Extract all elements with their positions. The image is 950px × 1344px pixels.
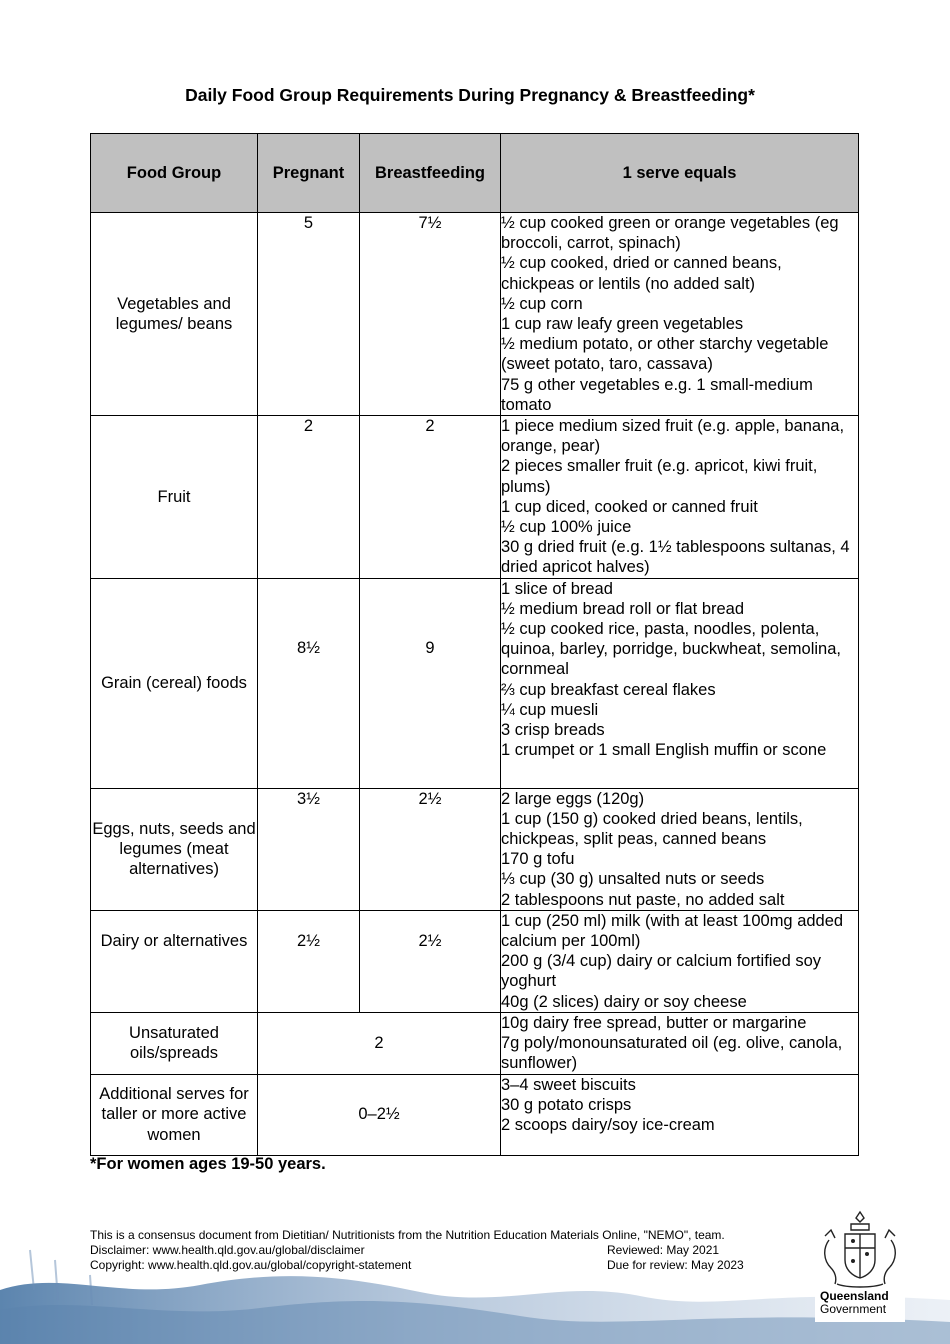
serve-item: 30 g potato crisps: [501, 1095, 632, 1114]
serve-item: 1 slice of bread: [501, 579, 613, 598]
row-pregnant: 8½: [258, 578, 360, 788]
serve-item: 1 piece medium sized fruit (e.g. apple, banana, orange, pear): [501, 417, 845, 456]
row-serve: [501, 578, 859, 788]
row-pregnant: 2½: [258, 910, 360, 1012]
footer-due: Due for review: May 2023: [607, 1258, 744, 1272]
serve-item: 10g dairy free spread, butter or margarine: [501, 1013, 807, 1032]
row-pregnant: 3½: [258, 788, 360, 910]
table-row: [91, 910, 859, 1012]
table-header-row: [91, 134, 859, 213]
table-row: [91, 1012, 859, 1074]
serve-item: 1 cup raw leafy green vegetables: [501, 315, 744, 334]
serve-item: 3–4 sweet biscuits: [501, 1075, 636, 1094]
row-pregnant: 5: [258, 213, 360, 416]
footer-reviewed: Reviewed: May 2021: [607, 1243, 720, 1257]
header-breastfeeding: Breastfeeding: [360, 134, 501, 213]
row-breastfeeding: 7½: [360, 213, 501, 416]
row-serve: [501, 213, 859, 416]
serve-item: 1 crumpet or 1 small English muffin or scone: [501, 741, 827, 760]
serve-item: ½ medium bread roll or flat bread: [501, 599, 745, 618]
serve-item: 1 cup (250 ml) milk (with at least 100mg added calcium per 100ml): [501, 911, 844, 951]
row-breastfeeding: 2: [360, 416, 501, 579]
header-serve: 1 serve equals: [501, 134, 859, 213]
age-footnote: *For women ages 19-50 years.: [90, 1155, 326, 1173]
table-row: [91, 416, 859, 579]
row-combined-serves: 2: [258, 1012, 501, 1074]
queensland-government-logo: [820, 1290, 905, 1316]
row-food-group: Vegetables and legumes/ beans: [91, 213, 258, 416]
serve-item: 30 g dried fruit (e.g. 1½ tablespoons sultanas, 4 dried apricot halves): [501, 538, 850, 577]
serve-item: 75 g other vegetables e.g. 1 small-medium tomato: [501, 375, 813, 414]
serve-item: ½ cup cooked, dried or canned beans, chickpeas or lentils (no added salt): [501, 254, 782, 293]
table-row: [91, 788, 859, 910]
row-serve: [501, 788, 859, 910]
footer-copyright: Copyright: www.health.qld.gov.au/global/copyright-statement: [90, 1258, 412, 1272]
row-breastfeeding: 2½: [360, 910, 501, 1012]
header-food-group: Food Group: [91, 134, 258, 213]
row-serve: [501, 1074, 859, 1155]
row-food-group: Eggs, nuts, seeds and legumes (meat alternatives): [91, 788, 258, 910]
serve-item: ½ medium potato, or other starchy vegetable (sweet potato, taro, cassava): [501, 335, 829, 374]
serve-item: 170 g tofu: [501, 850, 575, 869]
food-group-table: [90, 133, 859, 1156]
serve-item: ½ cup corn: [501, 294, 583, 313]
footer-consensus: This is a consensus document from Dietitian/ Nutritionists from the Nutrition Education Materials Online, "NEMO", team.: [90, 1228, 725, 1242]
row-serve: [501, 910, 859, 1012]
row-food-group: Fruit: [91, 416, 258, 579]
row-food-group: Dairy or alternatives: [91, 910, 258, 1012]
serve-item: 7g poly/monounsaturated oil (eg. olive, canola, sunflower): [501, 1034, 843, 1073]
row-food-group: Unsaturated oils/spreads: [91, 1012, 258, 1074]
row-breastfeeding: 2½: [360, 788, 501, 910]
row-food-group: Grain (cereal) foods: [91, 578, 258, 788]
table-row: [91, 1074, 859, 1155]
serve-item: ⅔ cup breakfast cereal flakes: [501, 680, 716, 699]
footer-disclaimer: Disclaimer: www.health.qld.gov.au/global/disclaimer: [90, 1243, 365, 1257]
serve-item: ¼ cup muesli: [501, 700, 599, 719]
footer-review-dates: [607, 1243, 744, 1273]
serve-item: 200 g (3/4 cup) dairy or calcium fortified soy yoghurt: [501, 952, 822, 991]
row-combined-serves: 0–2½: [258, 1074, 501, 1155]
serve-item: 40g (2 slices) dairy or soy cheese: [501, 992, 747, 1011]
serve-item: ½ cup cooked green or orange vegetables (eg broccoli, carrot, spinach): [501, 214, 839, 253]
serve-item: 2 tablespoons nut paste, no added salt: [501, 890, 785, 909]
page-title: Daily Food Group Requirements During Pregnancy & Breastfeeding*: [185, 85, 755, 105]
serve-item: 1 cup (150 g) cooked dried beans, lentils, chickpeas, split peas, canned beans: [501, 809, 803, 849]
row-serve: [501, 1012, 859, 1074]
serve-item: 1 cup diced, cooked or canned fruit: [501, 497, 758, 516]
serve-item: 2 pieces smaller fruit (e.g. apricot, kiwi fruit, plums): [501, 457, 818, 496]
table-row: [91, 578, 859, 788]
row-pregnant: 2: [258, 416, 360, 579]
row-serve: [501, 416, 859, 579]
serve-item: 3 crisp breads: [501, 721, 605, 740]
serve-item: ½ cup 100% juice: [501, 518, 632, 537]
logo-word-queensland: Queensland: [820, 1289, 889, 1303]
row-food-group: Additional serves for taller or more active women: [91, 1074, 258, 1155]
row-breastfeeding: 9: [360, 578, 501, 788]
header-pregnant: Pregnant: [258, 134, 360, 213]
serve-item: ½ cup cooked rice, pasta, noodles, polenta, quinoa, barley, porridge, buckwheat, semolina, cornmeal: [501, 620, 841, 679]
table-row: [91, 213, 859, 416]
serve-item: 2 scoops dairy/soy ice-cream: [501, 1115, 715, 1134]
logo-word-government: Government: [820, 1302, 887, 1316]
serve-item: ⅓ cup (30 g) unsalted nuts or seeds: [501, 870, 765, 889]
serve-item: 2 large eggs (120g): [501, 789, 645, 808]
